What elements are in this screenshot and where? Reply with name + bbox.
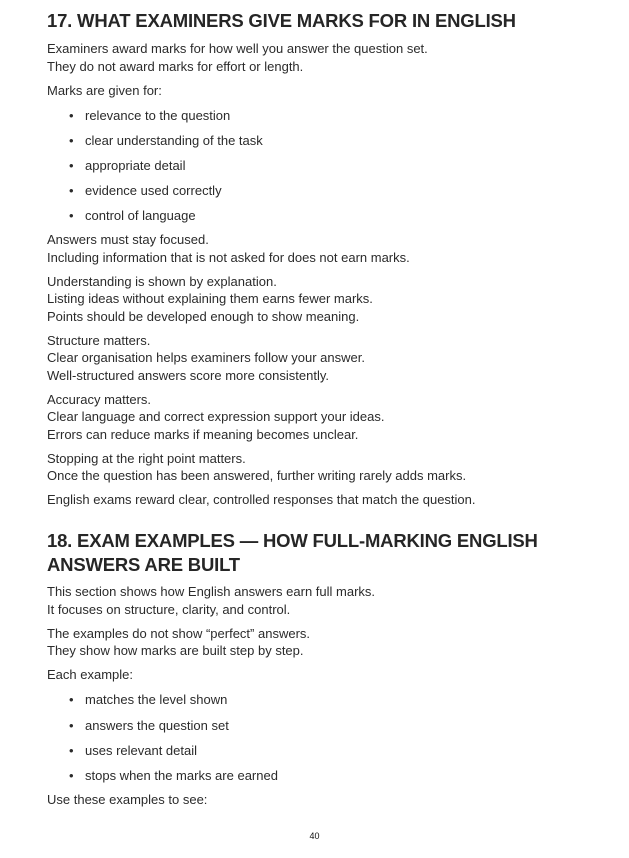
bullet-icon: • — [69, 743, 74, 758]
page-number: 40 — [309, 831, 320, 841]
bullet-icon: • — [69, 158, 74, 173]
bullet-icon: • — [69, 183, 74, 198]
list-item: • clear understanding of the task — [69, 133, 263, 148]
list-item: • evidence used correctly — [69, 183, 222, 198]
paragraph-line: Points should be developed enough to show meaning. — [47, 309, 360, 324]
bullet-icon: • — [69, 133, 74, 148]
list-lead: Each example: — [47, 667, 133, 682]
paragraph-line: Accuracy matters. — [47, 392, 152, 407]
paragraph-line: The examples do not show “perfect” answers. — [47, 626, 311, 641]
list-item: • stops when the marks are earned — [69, 768, 278, 783]
bullet-icon: • — [69, 108, 74, 123]
paragraph-line: This section shows how English answers earn full marks. — [47, 584, 376, 599]
section-18-heading-line-2: ANSWERS ARE BUILT — [47, 554, 240, 575]
bullet-icon: • — [69, 718, 74, 733]
paragraph-line: English exams reward clear, controlled responses that match the question. — [47, 492, 476, 507]
paragraph-line: Clear organisation helps examiners follow your answer. — [47, 350, 365, 365]
paragraph-line: Errors can reduce marks if meaning becomes unclear. — [47, 427, 359, 442]
list-item: • matches the level shown — [69, 692, 228, 707]
paragraph-line: Including information that is not asked for does not earn marks. — [47, 250, 410, 265]
paragraph-line: Structure matters. — [47, 333, 151, 348]
bullet-icon: • — [69, 692, 74, 707]
list-lead: Marks are given for: — [47, 83, 162, 98]
list-item: • control of language — [69, 208, 196, 223]
section-18-heading-line-1: 18. EXAM EXAMPLES — HOW FULL-MARKING ENGLISH — [47, 530, 538, 551]
paragraph-line: Use these examples to see: — [47, 792, 208, 807]
list-item: • appropriate detail — [69, 158, 186, 173]
list-item: • answers the question set — [69, 718, 229, 733]
section-17-heading: 17. WHAT EXAMINERS GIVE MARKS FOR IN ENGLISH — [47, 10, 516, 31]
paragraph-line: It focuses on structure, clarity, and control. — [47, 602, 291, 617]
paragraph-line: Well-structured answers score more consistently. — [47, 368, 330, 383]
paragraph-line: Clear language and correct expression support your ideas. — [47, 409, 385, 424]
paragraph-line: Once the question has been answered, further writing rarely adds marks. — [47, 468, 467, 483]
paragraph-line: Understanding is shown by explanation. — [47, 274, 277, 289]
list-item: • relevance to the question — [69, 108, 231, 123]
paragraph-line: Listing ideas without explaining them earns fewer marks. — [47, 291, 373, 306]
paragraph-line: Stopping at the right point matters. — [47, 451, 246, 466]
bullet-icon: • — [69, 208, 74, 223]
paragraph-line: Answers must stay focused. — [47, 232, 209, 247]
paragraph-line: Examiners award marks for how well you answer the question set. — [47, 41, 428, 56]
paragraph-line: They show how marks are built step by step. — [47, 643, 304, 658]
bullet-icon: • — [69, 768, 74, 783]
paragraph-line: They do not award marks for effort or length. — [47, 59, 304, 74]
list-item: • uses relevant detail — [69, 743, 198, 758]
